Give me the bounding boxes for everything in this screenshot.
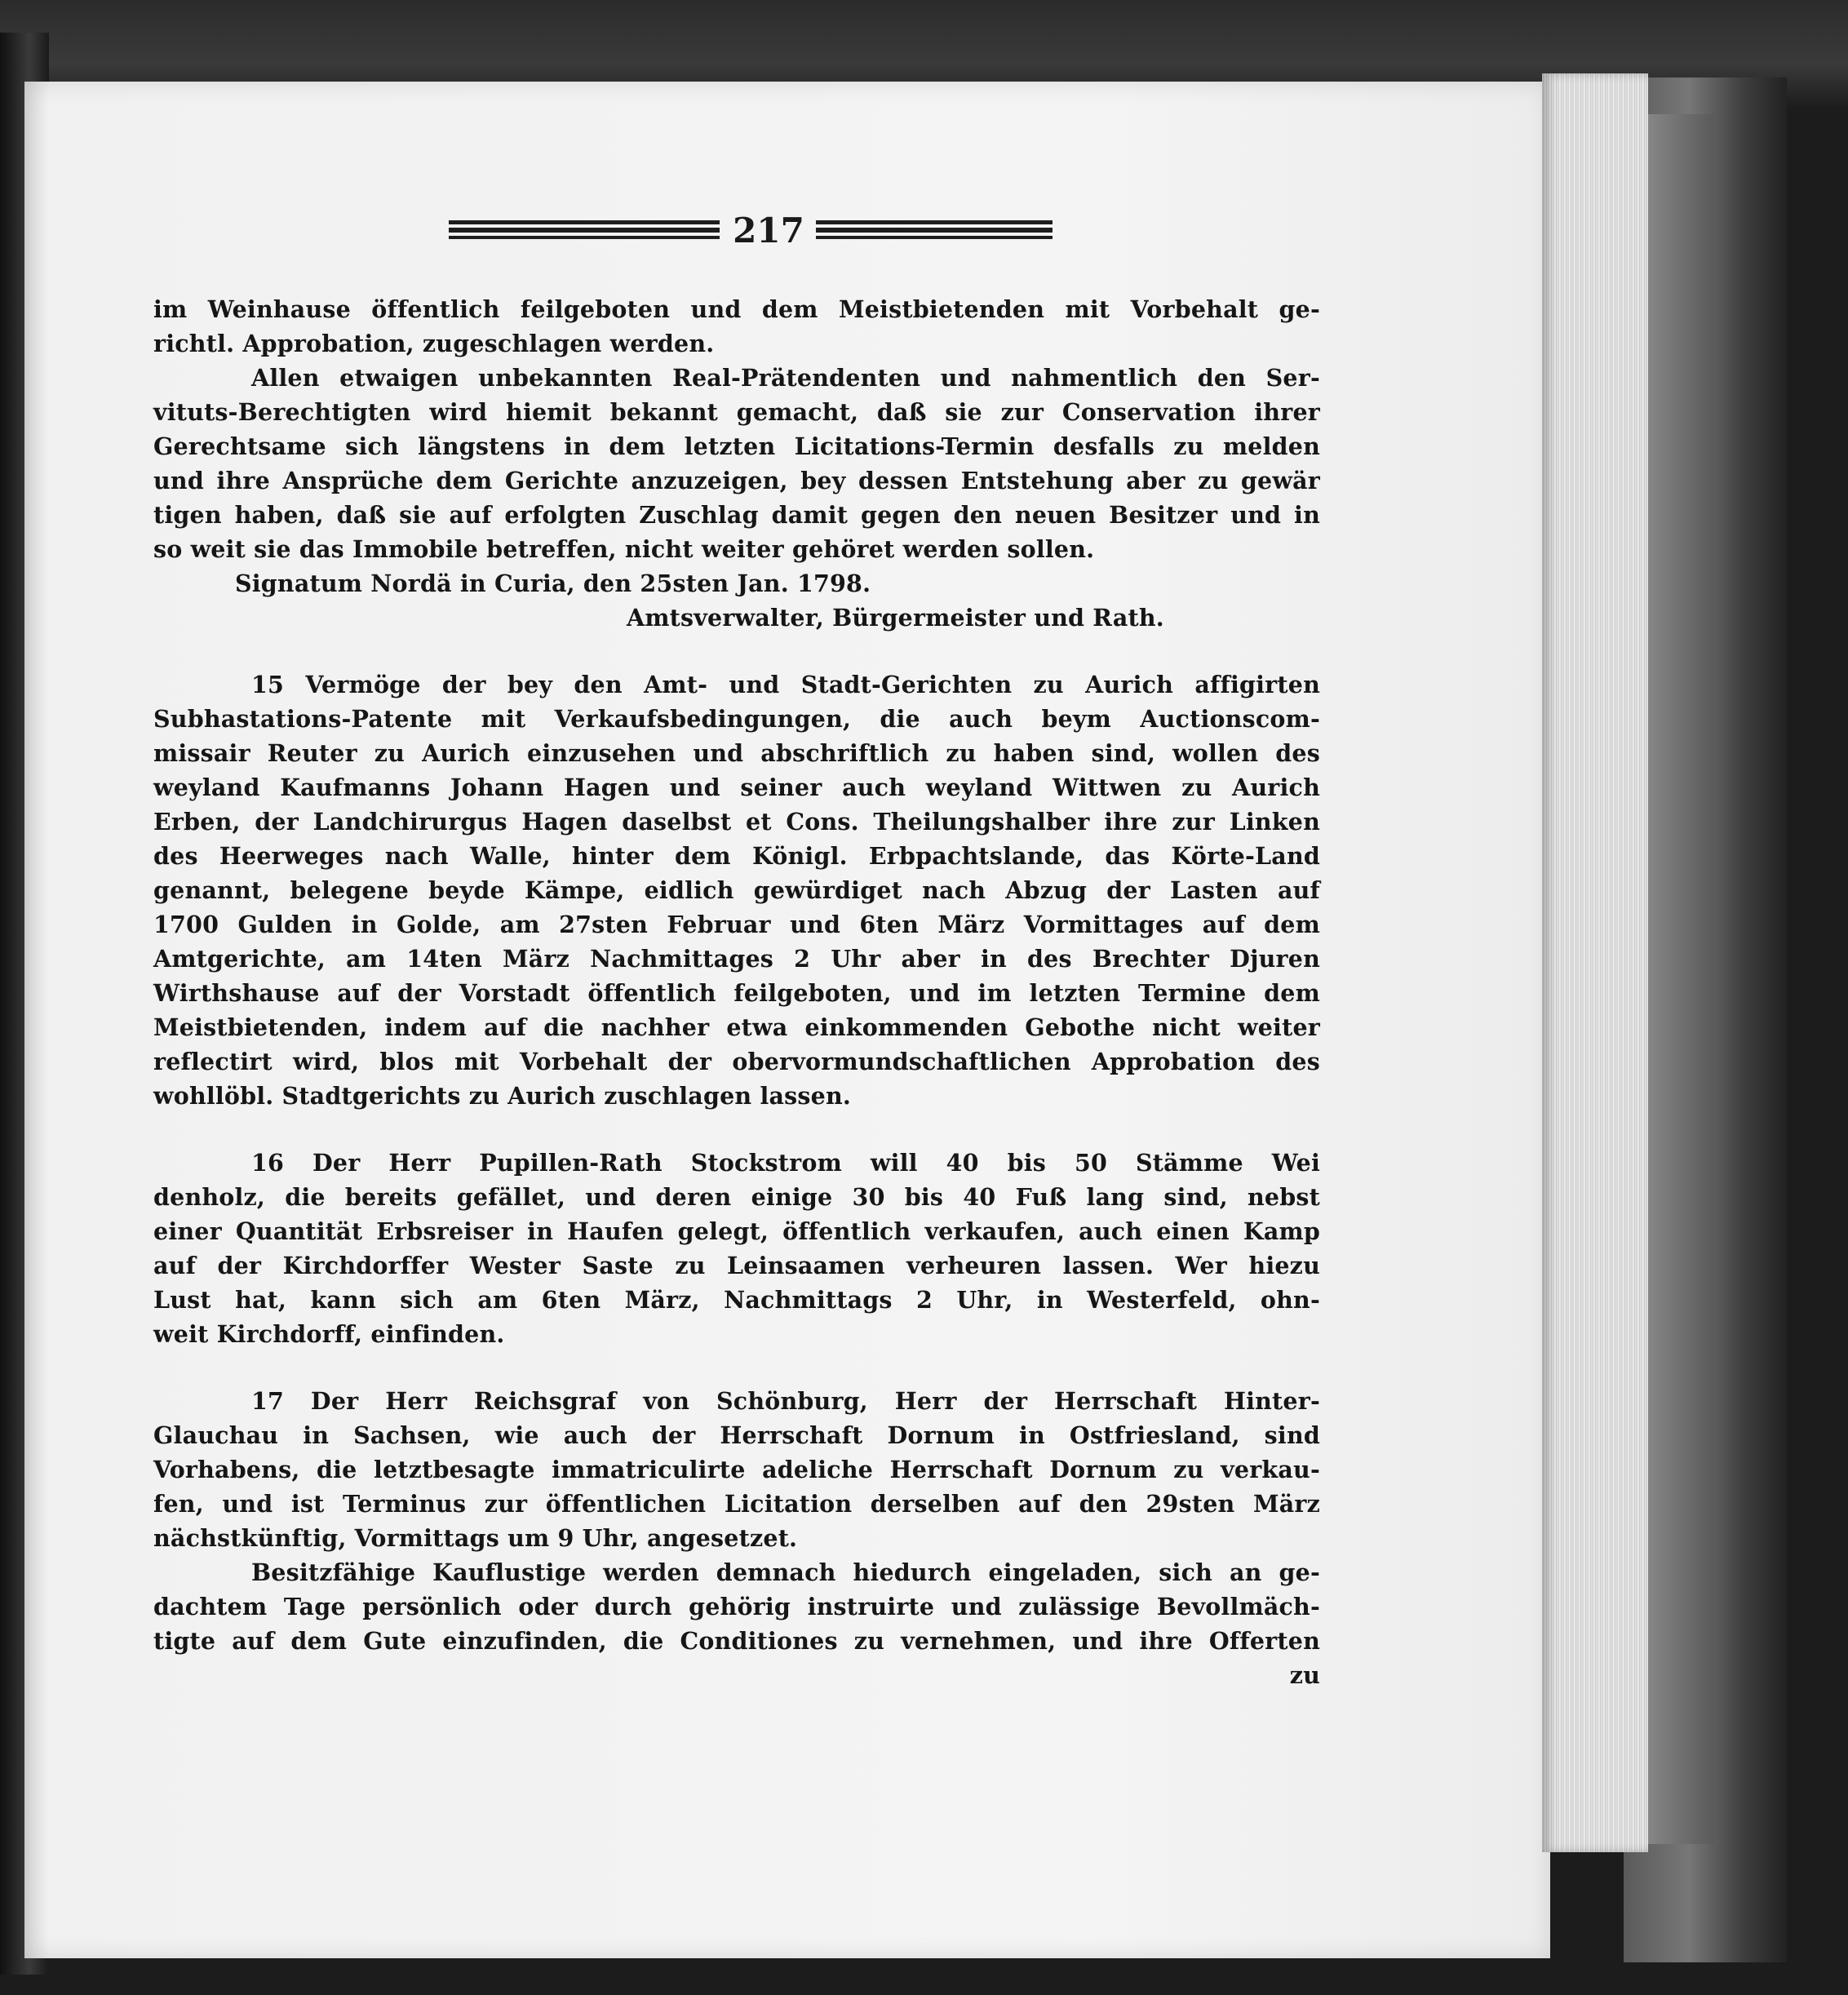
text-line: Wirthshause auf der Vorstadt öffentlich feilgeboten, und im letzten Termine dem [153, 979, 1320, 1007]
text-line: Gerechtsame sich längstens in dem letzten Licitations-Termin desfalls zu melden [153, 432, 1320, 460]
text-line: und ihre Ansprüche dem Gerichte anzuzeigen, bey dessen Entstehung aber zu gewär [153, 467, 1320, 494]
page-edges [1542, 73, 1648, 1852]
text-line: tigen haben, daß sie auf erfolgten Zuschlag damit gegen den neuen Besitzer und in [153, 501, 1320, 529]
page-edges-shadow [1640, 114, 1713, 1844]
signature-line: Signatum Nordä in Curia, den 25sten Jan. 1798. [235, 570, 871, 597]
text-line: Meistbietenden, indem auf die nachher etwa einkommenden Gebothe nicht weiter [153, 1013, 1320, 1041]
page-text [153, 292, 1320, 1692]
text-line: denholz, die bereits gefället, und deren einige 30 bis 40 Fuß lang sind, nebst [153, 1183, 1320, 1211]
text-line: genannt, belegene beyde Kämpe, eidlich gewürdiget nach Abzug der Lasten auf [153, 876, 1320, 904]
text-line: Amtgerichte, am 14ten März Nachmittages 2 Uhr aber in des Brechter Djuren [153, 945, 1320, 973]
text-line: vituts-Berechtigten wird hiemit bekannt gemacht, daß sie zur Conservation ihrer [153, 398, 1320, 426]
text-line: nächstkünftig, Vormittags um 9 Uhr, angesetzet. [153, 1524, 798, 1552]
text-line: 17 Der Herr Reichsgraf von Schönburg, Herr der Herrschaft Hinter- [251, 1387, 1320, 1415]
text-line: Besitzfähige Kauflustige werden demnach hiedurch eingeladen, sich an ge- [251, 1558, 1320, 1586]
text-line: 1700 Gulden in Golde, am 27sten Februar und 6ten März Vormittages auf dem [153, 911, 1320, 938]
text-line: einer Quantität Erbsreiser in Haufen gelegt, öffentlich verkaufen, auch einen Kamp [153, 1217, 1320, 1245]
text-line: Lust hat, kann sich am 6ten März, Nachmittags 2 Uhr, in Westerfeld, ohn- [153, 1286, 1320, 1314]
text-line: Glauchau in Sachsen, wie auch der Herrschaft Dornum in Ostfriesland, sind [153, 1421, 1320, 1449]
text-line: auf der Kirchdorffer Wester Saste zu Leinsaamen verheuren lassen. Wer hiezu [153, 1252, 1320, 1279]
text-line: dachtem Tage persönlich oder durch gehörig instruirte und zulässige Bevollmäch- [153, 1593, 1320, 1620]
page-header [449, 211, 1053, 251]
text-line: wohllöbl. Stadtgerichts zu Aurich zuschlagen lassen. [153, 1082, 852, 1110]
text-line: Allen etwaigen unbekannten Real-Prätendenten und nahmentlich den Ser- [251, 364, 1320, 392]
text-line: tigte auf dem Gute einzufinden, die Conditiones zu vernehmen, und ihre Offerten [153, 1627, 1320, 1655]
header-rule-right [816, 220, 1053, 242]
text-line: reflectirt wird, blos mit Vorbehalt der obervormundschaftlichen Approbation des [153, 1048, 1320, 1075]
text-line: Vorhabens, die letztbesagte immatriculirte adeliche Herrschaft Dornum zu verkau- [153, 1456, 1320, 1483]
text-line: Erben, der Landchirurgus Hagen daselbst et Cons. Theilungshalber ihre zur Linken [153, 808, 1320, 836]
text-line: 16 Der Herr Pupillen-Rath Stockstrom will 40 bis 50 Stämme Wei [251, 1149, 1320, 1177]
page-number: 217 [733, 211, 804, 250]
text-line: richtl. Approbation, zugeschlagen werden. [153, 330, 715, 357]
text-line: des Heerweges nach Walle, hinter dem Königl. Erbpachtslande, das Körte-Land [153, 842, 1320, 870]
text-line: weit Kirchdorff, einfinden. [153, 1320, 505, 1348]
text-line: im Weinhause öffentlich feilgeboten und dem Meistbietenden mit Vorbehalt ge- [153, 295, 1320, 323]
text-line: fen, und ist Terminus zur öffentlichen Licitation derselben auf den 29sten März [153, 1490, 1320, 1518]
text-line: weyland Kaufmanns Johann Hagen und seiner auch weyland Wittwen zu Aurich [153, 774, 1320, 801]
text-line: missair Reuter zu Aurich einzusehen und abschriftlich zu haben sind, wollen des [153, 739, 1320, 767]
text-line: so weit sie das Immobile betreffen, nicht weiter gehöret werden sollen. [153, 535, 1095, 563]
catchword: zu [1289, 1661, 1320, 1689]
header-rule-left [449, 220, 720, 242]
office-line: Amtsverwalter, Bürgermeister und Rath. [627, 604, 1164, 632]
text-line: Subhastations-Patente mit Verkaufsbedingungen, die auch beym Auctionscom- [153, 705, 1320, 733]
text-line: 15 Vermöge der bey den Amt- und Stadt-Gerichten zu Aurich affigirten [251, 671, 1320, 698]
